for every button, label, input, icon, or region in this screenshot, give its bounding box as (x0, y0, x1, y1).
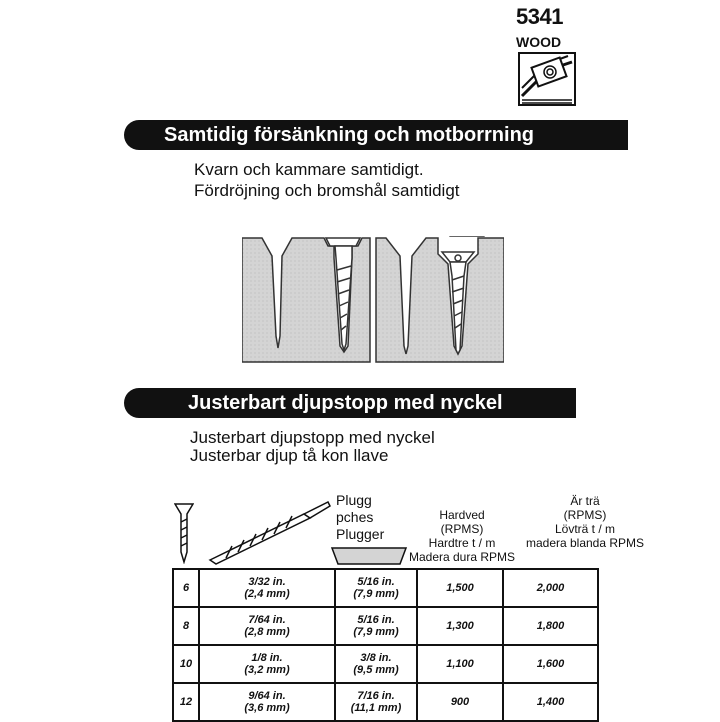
plug-header-1: Plugg (336, 492, 372, 508)
table-row (173, 645, 598, 683)
wood-grain-icon (518, 52, 576, 106)
countersink-diagram (242, 236, 504, 366)
table-row (173, 607, 598, 645)
section2-line-2: Justerbar djup tå kon llave (190, 446, 389, 465)
screw-size: 6 (173, 569, 199, 607)
drill-size: 9/64 in. (3,6 mm) (199, 683, 335, 721)
screw-icon (174, 502, 194, 564)
softwood-header-4: madera blanda RPMS (525, 536, 645, 550)
screw-size: 12 (173, 683, 199, 721)
drill-size: 3/32 in. (2,4 mm) (199, 569, 335, 607)
drill-size: 1/8 in. (3,2 mm) (199, 645, 335, 683)
section1-banner: Samtidig försänkning och motborrning (124, 120, 628, 150)
softwood-rpm: 1,800 (503, 607, 598, 645)
section1-line-1: Kvarn och kammare samtidigt. (194, 160, 424, 179)
softwood-header-2: (RPMS) (563, 508, 607, 522)
hardwood-header-2: (RPMS) (440, 522, 484, 536)
hardwood-header-3: Hardtre t / m (428, 536, 496, 550)
spec-table (172, 568, 599, 722)
screw-size: 8 (173, 607, 199, 645)
plug-size: 5/16 in. (7,9 mm) (335, 569, 417, 607)
hardwood-rpm: 1,300 (417, 607, 503, 645)
material-label: WOOD (516, 34, 562, 50)
plug-size: 7/16 in. (11,1 mm) (335, 683, 417, 721)
section1-line-2: Fördröjning och bromshål samtidigt (194, 181, 460, 200)
plug-header-3: Plugger (336, 526, 385, 542)
plug-size: 5/16 in. (7,9 mm) (335, 607, 417, 645)
hardwood-rpm: 1,500 (417, 569, 503, 607)
softwood-header-3: Lövträ t / m (554, 522, 616, 536)
softwood-rpm: 2,000 (503, 569, 598, 607)
section2-banner: Justerbart djupstopp med nyckel (124, 388, 576, 418)
drill-size: 7/64 in. (2,8 mm) (199, 607, 335, 645)
softwood-rpm: 1,600 (503, 645, 598, 683)
table-row (173, 683, 598, 721)
plug-size: 3/8 in. (9,5 mm) (335, 645, 417, 683)
plug-header-2: pches (336, 509, 374, 525)
hardwood-rpm: 1,100 (417, 645, 503, 683)
hardwood-header-4: Madera dura RPMS (408, 550, 516, 564)
hardwood-rpm: 900 (417, 683, 503, 721)
screw-size: 10 (173, 645, 199, 683)
softwood-rpm: 1,400 (503, 683, 598, 721)
model-number: 5341 (516, 4, 563, 29)
table-row (173, 569, 598, 607)
softwood-header-1: Är trä (570, 494, 600, 508)
drill-bit-icon (206, 500, 332, 566)
section2-line-1: Justerbart djupstopp med nyckel (190, 428, 435, 447)
hardwood-header-1: Hardved (439, 508, 485, 522)
